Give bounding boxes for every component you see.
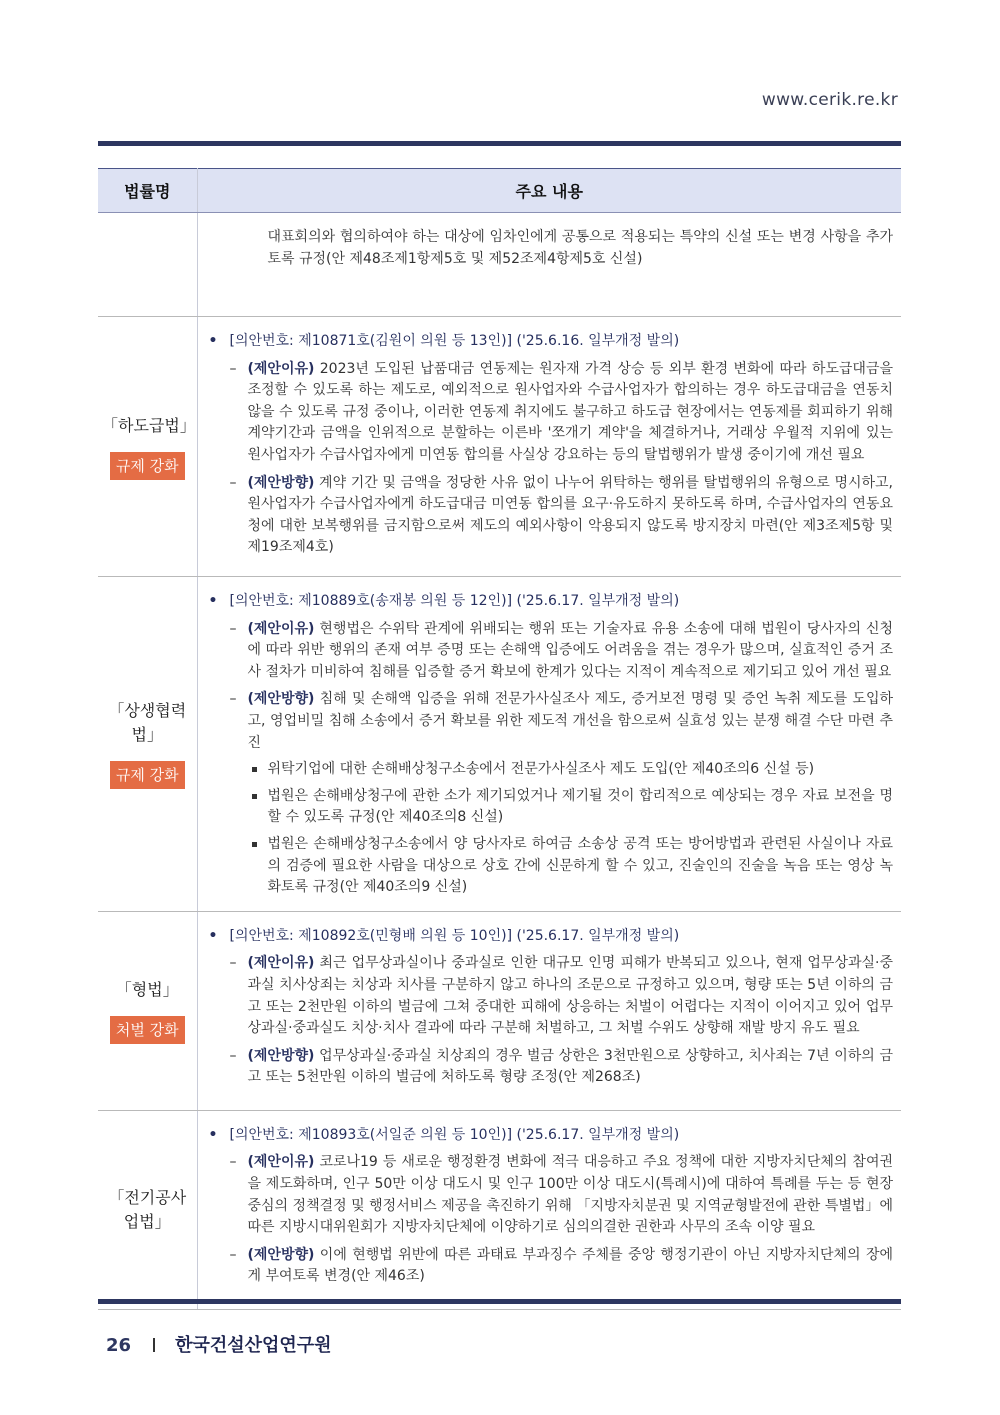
bill-info: • [의안번호: 제10893호(서일준 의원 등 10인)] ('25.6.17. 일부개정 발의) [206, 1125, 894, 1147]
proposal-text: 현행법은 수위탁 관계에 위배되는 행위 또는 기술자료 유용 소송에 대해 법원이 당사자의 신청에 따라 위반 행위의 존재 여부 증명 또는 손해액 입증에도 어려움을 겪는 경우가 많으며, 실효적인 증거 조사 절차가 미비하여 침해를 입증할 증거 확보에 한계가 있다는 지적이 계속적으로 제기되고 있어 개선 필요 [247, 620, 894, 680]
law-cell-empty [98, 213, 197, 317]
table-row [98, 577, 901, 912]
bottom-rule [98, 1299, 901, 1304]
proposal-text: 최근 업무상과실이나 중과실로 인한 대규모 인명 피해가 반복되고 있으나, 현재 업무상과실·중과실 치사상죄는 치상과 치사를 구분하지 않고 하나의 조문으로 규정하고 있으며, 형량 또는 5년 이하의 금고 또는 2천만원 이하의 벌금에 그쳐 중대한 피해에 상응하는 처벌이 어렵다는 지적이 이어지고 있어 업무상과실·중과실도 치상·치사 결과에 따라 구분해 처벌하고, 그 처벌 수위도 상향해 재발 방지 유도 필요 [247, 955, 894, 1037]
proposal-label: (제안방향) [247, 1246, 315, 1263]
column-header-content: 주요 내용 [197, 169, 901, 213]
proposal-text: 이에 현행법 위반에 따른 과태료 부과징수 주체를 중앙 행정기관이 아닌 지방자치단체의 장에게 부여토록 변경(안 제46조) [247, 1246, 893, 1285]
table-row-intro [98, 213, 901, 317]
law-name: 「하도급법」 [102, 415, 196, 435]
proposal-item: – (제안방향) 계약 기간 및 금액을 정당한 사유 없이 나누어 위탁하는 행위를 탈법행위의 유형으로 명시하고, 원사업자가 수급사업자에게 하도급대금 미연동 합의를 요구·유도하지 못하도록 하며, 수급사업자의 연동요청에 대한 보복행위를 금지함으로써 제도의 예외사항이 악용되지 않도록 방지장치 마련(안 제3조제5항 및 제19조제4호) [229, 474, 894, 556]
law-cell [98, 1110, 197, 1309]
content-cell [197, 1110, 901, 1309]
table-header-row [98, 169, 901, 213]
bill-info: • [의안번호: 제10892호(민형배 의원 등 10인)] ('25.6.17. 일부개정 발의) [206, 926, 894, 948]
proposal-label: (제안이유) [247, 1154, 315, 1171]
proposal-item: – (제안이유) 최근 업무상과실이나 중과실로 인한 대규모 인명 피해가 반복되고 있으나, 현재 업무상과실·중과실 치사상죄는 치상과 치사를 구분하지 않고 하나의 조문으로 규정하고 있으며, 형량 또는 5년 이하의 금고 또는 2천만원 이하의 벌금에 그쳐 중대한 피해에 상응하는 처벌이 어렵다는 지적이 이어지고 있어 업무상과실·중과실도 치상·치사 결과에 따라 구분해 처벌하고, 그 처벌 수위도 상향해 재발 방지 유도 필요 [229, 955, 894, 1037]
table-row [98, 1110, 901, 1309]
law-cell [98, 577, 197, 912]
content-cell [197, 577, 901, 912]
content-cell [197, 317, 901, 577]
law-name: 「형법」 [115, 979, 179, 999]
proposal-item: – (제안방향) 침해 및 손해액 입증을 위해 전문가사실조사 제도, 증거보전 명령 및 증언 녹취 제도를 도입하고, 영업비밀 침해 소송에서 증거 확보를 위한 제도적 개선을 함으로써 실효성 있는 분쟁 해결 수단 마련 추진 [229, 691, 893, 751]
proposal-text: 업무상과실·중과실 치상죄의 경우 벌금 상한은 3천만원으로 상향하고, 치사죄는 7년 이하의 금고 또는 5천만원 이하의 벌금에 처하도록 형량 조정(안 제268조) [247, 1047, 893, 1086]
proposal-label: (제안방향) [247, 474, 315, 491]
regulation-tag: 규제 강화 [110, 452, 185, 480]
proposal-text: 2023년 도입된 납품대금 연동제는 원자재 가격 상승 등 외부 환경 변화에 따라 하도급대금을 조정할 수 있도록 하는 제도로, 예외적으로 원사업자와 수급사업자가 합의하는 경우 하도급대금을 연동치 않을 수 있도록 규정 중이나, 이러한 연동제 취지에도 불구하고 하도급 현장에서는 연동제를 회피하기 위해 계약기간과 금액을 인위적으로 분할하는 이른바 '쪼개기 계약'을 체결하거나, 거래상 우월적 지위에 있는 원사업자가 수급사업자에게 미연동 합의를 사실상 강요하는 등의 탈법행위가 발생 중이기에 개선 필요 [247, 360, 893, 463]
bill-info: • [의안번호: 제10871호(김원이 의원 등 13인)] ('25.6.16. 일부개정 발의) [206, 331, 894, 353]
column-header-law: 법률명 [98, 169, 197, 213]
table-row [98, 317, 901, 577]
sub-item: 위탁기업에 대한 손해배상청구소송에서 전문가사실조사 제도 도입(안 제40조의6 신설 등) [206, 759, 894, 781]
proposal-label: (제안이유) [247, 620, 315, 637]
intro-text: 대표회의와 협의하여야 하는 대상에 임차인에게 공통으로 적용되는 특약의 신설 또는 변경 사항을 추가토록 규정(안 제48조제1항제5호 및 제52조제4항제5호 신설) [267, 229, 893, 267]
proposal-text: 침해 및 손해액 입증을 위해 전문가사실조사 제도, 증거보전 명령 및 증언 녹취 제도를 도입하고, 영업비밀 침해 소송에서 증거 확보를 위한 제도적 개선을 함으로써 실효성 있는 분쟁 해결 수단 마련 추진 [247, 691, 893, 751]
page-number: 26 [106, 1335, 132, 1356]
sub-item: 법원은 손해배상청구에 관한 소가 제기되었거나 제기될 것이 합리적으로 예상되는 경우 자료 보전을 명할 수 있도록 규정(안 제40조의8 신설) [206, 786, 894, 829]
proposal-item: – (제안이유) 코로나19 등 새로운 행정환경 변화에 적극 대응하고 주요 정책에 대한 지방자치단체의 참여권을 제도화하며, 인구 50만 이상 대도시 및 인구 100만 이상 대도시(특례시)에 대하여 특례를 두는 등 현장 중심의 정책결정 및 행정서비스 제공을 촉진하기 위해 「지방자치분권 및 지역균형발전에 관한 특별법」에 따른 지방시대위원회가 지방자치단체에 이양하기로 심의의결한 권한과 사무의 조속 이양 필요 [229, 1154, 894, 1236]
content-cell [197, 911, 901, 1110]
law-name: 「전기공사업법」 [108, 1187, 187, 1231]
proposal-text: 계약 기간 및 금액을 정당한 사유 없이 나누어 위탁하는 행위를 탈법행위의 유형으로 명시하고, 원사업자가 수급사업자에게 하도급대금 미연동 합의를 요구·유도하지 못하도록 하며, 수급사업자의 연동요청에 대한 보복행위를 금지함으로써 제도의 예외사항이 악용되지 않도록 방지장치 마련(안 제3조제5항 및 제19조제4호) [247, 474, 894, 556]
footer-separator [153, 1338, 155, 1352]
top-rule [98, 141, 901, 146]
law-name: 「상생협력법」 [108, 700, 187, 744]
regulation-tag: 규제 강화 [110, 761, 185, 789]
content-cell [197, 213, 901, 317]
law-cell [98, 317, 197, 577]
regulation-tag: 처벌 강화 [110, 1016, 185, 1044]
law-cell [98, 911, 197, 1110]
proposal-text: 코로나19 등 새로운 행정환경 변화에 적극 대응하고 주요 정책에 대한 지방자치단체의 참여권을 제도화하며, 인구 50만 이상 대도시 및 인구 100만 이상 대도시(특례시)에 대하여 특례를 두는 등 현장 중심의 정책결정 및 행정서비스 제공을 촉진하기 위해 「지방자치분권 및 지역균형발전에 관한 특별법」에 따른 지방시대위원회가 지방자치단체에 이양하기로 심의의결한 권한과 사무의 조속 이양 필요 [247, 1154, 894, 1236]
footer [106, 1331, 332, 1357]
law-table [98, 168, 901, 1310]
proposal-item: – (제안방향) 업무상과실·중과실 치상죄의 경우 벌금 상한은 3천만원으로 상향하고, 치사죄는 7년 이하의 금고 또는 5천만원 이하의 벌금에 처하도록 형량 조정(안 제268조) [229, 1047, 893, 1086]
sub-item: 법원은 손해배상청구소송에서 양 당사자로 하여금 소송상 공격 또는 방어방법과 관련된 사실이나 자료의 검증에 필요한 사람을 대상으로 상호 간에 신문하게 할 수 있고, 진술인의 진술을 녹음 또는 영상 녹화토록 규정(안 제40조의9 신설) [206, 834, 894, 899]
proposal-label: (제안방향) [247, 691, 315, 708]
organization-name: 한국건설산업연구원 [175, 1335, 332, 1356]
site-url[interactable]: www.cerik.re.kr [761, 90, 898, 110]
table-row [98, 911, 901, 1110]
proposal-item: – (제안이유) 현행법은 수위탁 관계에 위배되는 행위 또는 기술자료 유용 소송에 대해 법원이 당사자의 신청에 따라 위반 행위의 존재 여부 증명 또는 손해액 입증에도 어려움을 겪는 경우가 많으며, 실효적인 증거 조사 절차가 미비하여 침해를 입증할 증거 확보에 한계가 있다는 지적이 계속적으로 제기되고 있어 개선 필요 [229, 620, 894, 680]
proposal-label: (제안방향) [247, 1047, 315, 1064]
proposal-item: – (제안이유) 2023년 도입된 납품대금 연동제는 원자재 가격 상승 등 외부 환경 변화에 따라 하도급대금을 조정할 수 있도록 하는 제도로, 예외적으로 원사업자와 수급사업자가 합의하는 경우 하도급대금을 연동치 않을 수 있도록 규정 중이나, 이러한 연동제 취지에도 불구하고 하도급 현장에서는 연동제를 회피하기 위해 계약기간과 금액을 인위적으로 분할하는 이른바 '쪼개기 계약'을 체결하거나, 거래상 우월적 지위에 있는 원사업자가 수급사업자에게 미연동 합의를 사실상 강요하는 등의 탈법행위가 발생 중이기에 개선 필요 [229, 360, 893, 463]
bill-info: • [의안번호: 제10889호(송재봉 의원 등 12인)] ('25.6.17. 일부개정 발의) [206, 591, 894, 613]
proposal-label: (제안이유) [247, 955, 315, 972]
proposal-label: (제안이유) [247, 360, 315, 377]
proposal-item: – (제안방향) 이에 현행법 위반에 따른 과태료 부과징수 주체를 중앙 행정기관이 아닌 지방자치단체의 장에게 부여토록 변경(안 제46조) [229, 1246, 893, 1285]
